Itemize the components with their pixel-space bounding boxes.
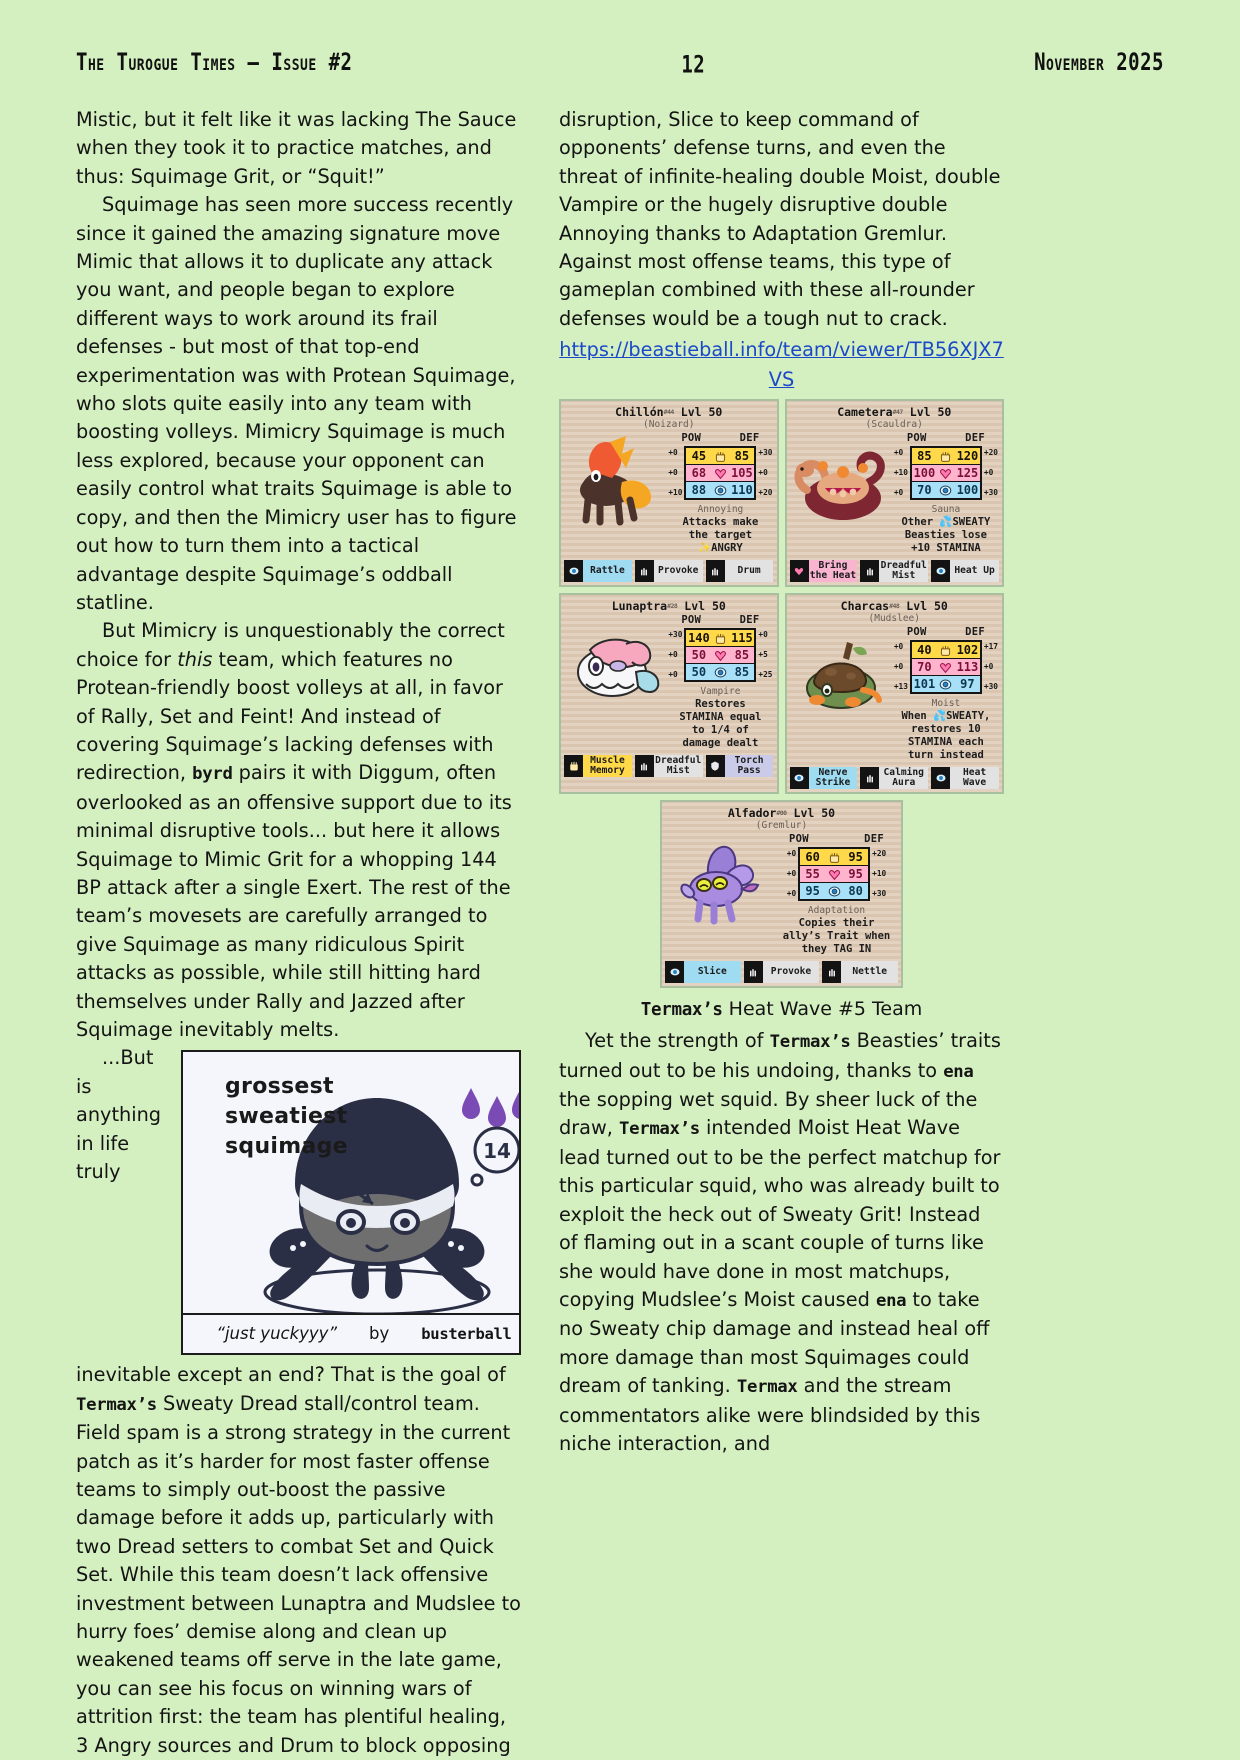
beastie-card[interactable] <box>660 800 903 988</box>
text-run: Yet the strength of <box>585 1029 770 1053</box>
stat-defense-value: 80 <box>843 883 868 899</box>
stat-power-value: 70 <box>912 659 937 675</box>
stat-defense-value: 85 <box>729 647 754 663</box>
stat-row-power <box>686 448 754 464</box>
move-list <box>787 764 1003 792</box>
beastie-name-text: Lunaptra <box>611 599 668 614</box>
paragraph-with-illustration <box>76 1044 521 1760</box>
stat-power-value: 100 <box>913 466 936 481</box>
stat-power-value: 45 <box>686 448 711 464</box>
beastie-sprite <box>565 432 666 528</box>
move-slot[interactable] <box>635 560 703 582</box>
move-slot[interactable] <box>931 560 999 582</box>
trait-name: Vampire <box>700 686 741 698</box>
beastie-dex-number: #47 <box>892 408 903 417</box>
stat-power-value: 50 <box>686 664 711 680</box>
stat-defense-value: 105 <box>731 466 753 481</box>
hand-icon <box>706 560 725 582</box>
trait-name: Adaptation <box>807 905 866 917</box>
trait-description: Attacks make the target ✨ANGRY <box>682 516 759 555</box>
stat-block <box>910 446 982 500</box>
eye-icon <box>937 676 955 692</box>
beastie-name <box>791 406 999 419</box>
mod-left: +0 <box>668 468 678 478</box>
left-modifiers <box>894 639 908 695</box>
move-slot[interactable] <box>665 961 741 983</box>
def-header: DEF <box>739 432 760 445</box>
stat-row-heart <box>686 465 754 481</box>
mod-left: +0 <box>786 889 797 899</box>
stat-power-value: 101 <box>913 677 936 692</box>
beastie-sprite <box>565 614 666 710</box>
stat-power-value: 40 <box>912 642 937 658</box>
stat-row-heart <box>686 647 754 663</box>
card-row <box>559 399 1004 587</box>
mod-left: +10 <box>893 468 908 478</box>
move-label: Bring the Heat <box>809 559 857 582</box>
stat-power-value: 140 <box>688 631 710 646</box>
mod-right: +30 <box>872 889 887 899</box>
stat-row-power <box>912 642 980 658</box>
beastie-sprite <box>666 833 774 929</box>
team-caption <box>559 996 1004 1023</box>
right-modifiers <box>758 445 772 501</box>
beastie-level: Lvl 50 <box>680 405 723 420</box>
move-label: Dreadful Mist <box>880 559 927 582</box>
charcas-sprite <box>791 628 891 720</box>
illo-line-3: squimage <box>225 1134 348 1160</box>
text-run: to take no Sweaty chip damage and instead heal off more damage than most Squimages could dream of tanking. <box>559 1287 990 1398</box>
masthead-title: The Turogue Times — Issue #2 <box>76 48 353 76</box>
move-slot[interactable] <box>635 755 703 777</box>
beastie-dex-number: #44 <box>663 408 674 417</box>
mod-left: +0 <box>668 670 678 680</box>
move-slot[interactable] <box>790 560 858 582</box>
stat-defense-value: 97 <box>955 676 980 692</box>
move-label: Nettle <box>841 961 898 983</box>
move-slot[interactable] <box>822 961 898 983</box>
stat-defense-value: 125 <box>956 466 979 481</box>
trait-name: Annoying <box>697 504 744 516</box>
team-caption-rest: Heat Wave #5 Team <box>722 998 923 1021</box>
eye-icon <box>825 883 843 899</box>
pow-header: POW <box>681 432 702 445</box>
move-label: Heat Up <box>950 560 999 582</box>
stat-power-value: 50 <box>686 647 711 663</box>
alfador-sprite <box>670 835 770 927</box>
beastie-trait <box>776 905 897 956</box>
stat-row-eye <box>686 664 754 680</box>
squimage-illustration <box>181 1050 521 1355</box>
move-slot[interactable] <box>790 767 858 789</box>
player-name-ena: ena <box>943 1061 974 1082</box>
mod-right: +0 <box>758 468 768 478</box>
stat-power-value: 88 <box>686 482 711 498</box>
hand-icon <box>860 560 879 582</box>
stat-row-power <box>912 448 980 464</box>
page-header <box>76 48 1164 79</box>
beastie-name <box>791 600 999 613</box>
mod-right: +0 <box>983 468 994 478</box>
beastie-name <box>565 600 773 613</box>
heart-icon <box>825 866 843 882</box>
mod-left: +0 <box>786 869 797 879</box>
card-row <box>559 800 1004 988</box>
stat-row-eye <box>800 883 868 899</box>
player-name-byrd: byrd <box>192 764 233 785</box>
stat-defense-value: 115 <box>731 631 753 646</box>
left-modifiers <box>894 445 908 501</box>
credit-by: by <box>369 1324 390 1344</box>
player-name-termax: Termax’s <box>619 1119 700 1140</box>
stat-row-eye <box>686 482 754 498</box>
beastie-trait <box>668 686 772 750</box>
move-slot[interactable] <box>931 767 999 789</box>
power-icon <box>937 642 955 658</box>
eye-icon <box>665 961 684 983</box>
bubble-number: 14 <box>483 1139 511 1164</box>
beastie-trait <box>894 698 998 762</box>
stat-defense-value: 113 <box>956 660 979 675</box>
move-slot[interactable] <box>564 755 632 777</box>
mod-right: +30 <box>983 488 998 498</box>
beastie-card-grid <box>559 399 1004 988</box>
trait-description: Copies their ally’s Trait when they TAG IN <box>782 917 891 956</box>
pow-header: POW <box>789 833 809 846</box>
team-owner-name: Termax’s <box>640 1000 723 1021</box>
beastie-trait <box>894 504 998 555</box>
power-icon <box>825 849 843 865</box>
stat-row-eye <box>912 482 980 498</box>
mod-right: +0 <box>983 662 994 672</box>
stat-row-power <box>800 849 868 865</box>
move-label: Muscle Memory <box>583 755 632 777</box>
mod-right: +20 <box>983 448 998 458</box>
trait-name: Moist <box>931 698 961 710</box>
right-modifiers <box>758 627 772 683</box>
move-label: Slice <box>684 961 741 983</box>
heart-icon <box>937 465 955 481</box>
beastie-sprite <box>791 626 892 722</box>
beastie-card[interactable] <box>559 399 779 587</box>
beastie-trait <box>668 504 772 555</box>
masthead-date: November 2025 <box>1034 48 1164 76</box>
move-slot[interactable] <box>744 961 820 983</box>
pow-header: POW <box>906 432 927 445</box>
hand-icon <box>744 961 763 983</box>
mod-right: +17 <box>983 642 998 652</box>
left-modifiers <box>668 627 682 683</box>
move-label: Rattle <box>583 560 632 582</box>
mod-right: +20 <box>758 488 773 498</box>
stat-block <box>684 446 756 500</box>
move-list <box>561 752 777 780</box>
shield-icon <box>706 755 725 777</box>
power-icon <box>711 630 729 646</box>
power-icon <box>711 448 729 464</box>
player-name-termax: Termax’s <box>769 1032 851 1053</box>
stat-defense-value: 85 <box>729 664 754 680</box>
mod-right: +10 <box>872 869 887 879</box>
beastie-species: (Noizard) <box>643 419 695 431</box>
credit-quote: “just yuckyyy” <box>216 1324 337 1344</box>
stat-block <box>910 640 982 694</box>
hand-icon <box>635 755 654 777</box>
two-column-layout <box>76 106 1164 1760</box>
paragraph: Squimage has seen more success recently since it gained the amazing signature move Mimic that allows it to duplicate any attack you want, and people began to explore different ways to work around its frail defenses - but most of that top-end experimentation was with Protean Squimage, who slots quite easily into any team with boosting volleys. Mimicry Squimage is much less explored, because your opponent can easily control what traits Squimage is able to copy, and then the Mimicry user has to figure out how to turn them into a tactical advantage despite Squimage’s oddball statline. <box>76 193 517 614</box>
team-viewer-link[interactable]: https://beastieball.info/team/viewer/TB56XJX7VS <box>559 338 1004 392</box>
heart-icon <box>937 659 955 675</box>
lunaptra-sprite <box>566 616 666 708</box>
beastie-species: (Gremlur) <box>755 820 808 832</box>
mod-right: +0 <box>758 630 768 640</box>
mod-left: +13 <box>893 682 908 692</box>
stat-defense-value: 85 <box>729 448 754 464</box>
hand-icon <box>822 961 841 983</box>
move-slot[interactable] <box>860 560 928 582</box>
beastie-level: Lvl 50 <box>906 599 948 614</box>
text-run: But Mimicry is unquestionably the correct choice for <box>76 619 505 671</box>
trait-description: When 💦SWEATY, restores 10 STAMINA each turn instead <box>901 710 991 762</box>
stat-block <box>684 628 756 682</box>
text-run: Sweaty Dread stall/control team. Field spam is a strong strategy in the current patch as it’s harder for most faster offense teams to simply out-boost the passive damage before it adds up, particularly with two Dread setters to combat Set and Quick Set. While this team doesn’t lack offensive investment between Lunaptra and Mudslee to hurry foes’ demise along and clean up weakened teams off serve in the late game, you can see his focus on winning wars of attrition first: the team has plentiful healing, 3 Angry sources and Drum to block opposing <box>76 1391 521 1757</box>
stat-defense-value: 95 <box>843 849 868 865</box>
stat-defense-value: 102 <box>956 643 979 658</box>
beastie-name-text: Chillón <box>615 405 664 420</box>
illo-line-1: grossest <box>225 1074 334 1100</box>
stat-power-value: 95 <box>800 883 825 899</box>
illo-line-2: sweatiest <box>225 1104 348 1130</box>
illustration-caption-text <box>199 1072 348 1162</box>
move-slot[interactable] <box>564 560 632 582</box>
beastie-species: (Scauldra) <box>865 419 923 431</box>
illustration-credit <box>183 1313 519 1353</box>
left-modifiers <box>668 445 682 501</box>
power-icon <box>564 755 583 777</box>
beastie-dex-number: #00 <box>776 809 787 818</box>
stat-power-value: 68 <box>686 465 711 481</box>
trait-description: Other 💦SWEATY Beasties lose +10 STAMINA <box>901 516 991 555</box>
chillon-sprite <box>566 434 666 526</box>
stat-power-value: 60 <box>800 849 825 865</box>
def-header: DEF <box>864 833 884 846</box>
beastie-level: Lvl 50 <box>684 599 726 614</box>
stat-power-value: 85 <box>912 448 937 464</box>
stat-row-heart <box>800 866 868 882</box>
heart-icon <box>711 465 729 481</box>
text-run: ...But is anything in life truly inevitable except an end? That is the goal of <box>76 1046 506 1387</box>
paragraph: Mistic, but it felt like it was lacking The Sauce when they took it to practice matches, and thus: Squimage Grit, or “Squit!” <box>76 108 517 188</box>
mod-left: +0 <box>893 488 904 498</box>
cametera-sprite <box>791 434 891 526</box>
pow-header: POW <box>906 626 927 639</box>
text-run: Beasties’ traits turned out to be his undoing, thanks to <box>559 1029 1001 1082</box>
eye-icon <box>564 560 583 582</box>
stat-row-eye <box>912 676 980 692</box>
move-label: Drum <box>725 560 774 582</box>
stat-defense-value: 95 <box>843 866 868 882</box>
eye-icon <box>937 482 955 498</box>
text-run: the sopping wet squid. By sheer luck of the draw, <box>559 1088 978 1140</box>
player-name-ena: ena <box>875 1290 907 1311</box>
trait-name: Sauna <box>931 504 961 516</box>
def-header: DEF <box>739 614 760 627</box>
eye-icon <box>711 664 729 680</box>
left-modifiers <box>787 846 796 902</box>
credit-artist: busterball <box>421 1325 512 1344</box>
stat-defense-value: 110 <box>731 483 753 498</box>
def-header: DEF <box>965 626 985 639</box>
stat-defense-value: 120 <box>956 449 979 464</box>
card-row <box>559 593 1004 794</box>
mod-right: +5 <box>758 650 768 660</box>
move-list <box>662 958 901 986</box>
move-list <box>561 557 777 585</box>
text-run: team, which features no Protean-friendly boost volleys at all, in favor of Rally, Set and Feint! And instead of covering Squimage’s lacking defenses with redirection, <box>76 647 503 785</box>
beastie-sprite <box>791 432 892 528</box>
eye-icon <box>790 767 809 789</box>
beastie-dex-number: #48 <box>889 602 900 611</box>
eye-icon <box>931 767 950 789</box>
stat-defense-value: 100 <box>956 483 979 498</box>
eye-icon <box>711 482 729 498</box>
hand-icon <box>860 767 879 789</box>
move-list <box>787 557 1003 585</box>
heart-icon <box>790 560 809 582</box>
move-label: Dreadful Mist <box>655 754 702 777</box>
beastie-level: Lvl 50 <box>793 806 836 821</box>
text-run: intended Moist Heat Wave lead turned out to be the perfect matchup for this particular squid, who was already built to exploit the heck out of Sweaty Grit! Instead of flaming out in a scant couple of turns like she would have done in most matchups, copying Mudslee’s Moist caused <box>559 1116 1001 1311</box>
move-label: Provoke <box>763 961 820 983</box>
move-slot[interactable] <box>706 560 774 582</box>
beastie-name <box>666 807 897 820</box>
move-label: Heat Wave <box>950 767 999 789</box>
mod-right: +25 <box>758 670 773 680</box>
heart-icon <box>711 647 729 663</box>
mod-left: +10 <box>668 488 683 498</box>
text-run: pairs it with Diggum, often overlooked as an offensive support due to its minimal disruptive tools... but here it allows Squimage to Mimic Grit for a whopping 144 BP attack after a single Exert. The rest of the team’s movesets are carefully arranged to give Squimage as many ridiculous Spirit attacks as possible, while still hitting hard themselves under Rally and Jazzed after Squimage inevitably melts. <box>76 761 512 1041</box>
mod-left: +0 <box>893 662 904 672</box>
player-name-termax: Termax <box>736 1377 798 1398</box>
mod-left: +0 <box>786 849 797 859</box>
mod-right: +20 <box>872 849 887 859</box>
move-slot[interactable] <box>706 755 774 777</box>
stat-row-power <box>686 630 754 646</box>
power-icon <box>937 448 955 464</box>
move-slot[interactable] <box>860 767 928 789</box>
move-label: Calming Aura <box>879 767 928 789</box>
move-label: Nerve Strike <box>809 767 858 789</box>
mod-left: +0 <box>668 650 678 660</box>
move-label: Torch Pass <box>725 755 774 777</box>
paragraph <box>76 617 521 1044</box>
eye-icon <box>931 560 950 582</box>
stat-power-value: 70 <box>912 482 937 498</box>
def-header: DEF <box>965 432 985 445</box>
beastie-card[interactable] <box>559 593 779 794</box>
page-number: 12 <box>681 51 706 79</box>
hand-icon <box>635 560 654 582</box>
mod-left: +0 <box>893 448 904 458</box>
stat-row-heart <box>912 659 980 675</box>
mod-left: +30 <box>668 630 683 640</box>
right-modifiers <box>872 846 886 902</box>
mod-left: +0 <box>668 448 678 458</box>
beastie-level: Lvl 50 <box>909 405 952 420</box>
beastie-name-text: Charcas <box>840 599 890 614</box>
beastie-card[interactable] <box>785 399 1005 587</box>
beastie-card[interactable] <box>785 593 1005 794</box>
paragraph <box>559 1027 1004 1458</box>
right-column <box>559 106 1004 1458</box>
paragraph: disruption, Slice to keep command of opponents’ defense turns, and even the threat of infinite-healing double Moist, double Vampire or the hugely disruptive double Annoying thanks to Adaptation Gremlur. Against most offense teams, this type of gameplan combined with these all-rounder defenses would be a tough nut to crack. <box>559 108 1001 330</box>
pow-header: POW <box>681 614 702 627</box>
stat-row-heart <box>912 465 980 481</box>
beastie-species: (Mudslee) <box>868 613 920 625</box>
move-label: Provoke <box>654 560 703 582</box>
mod-left: +0 <box>893 642 904 652</box>
mod-right: +30 <box>758 448 773 458</box>
text-run: and the stream commentators alike were blindsided by this niche interaction, and <box>559 1374 981 1455</box>
left-column <box>76 106 521 1760</box>
beastie-name-text: Cametera <box>837 405 893 420</box>
stat-power-value: 55 <box>800 866 825 882</box>
stat-block <box>798 847 870 901</box>
right-modifiers <box>984 639 998 695</box>
beastie-name-text: Alfador <box>727 806 777 821</box>
beastie-dex-number: #28 <box>667 602 678 611</box>
beastie-name <box>565 406 773 419</box>
emphasis-this: this <box>177 647 213 671</box>
right-modifiers <box>984 445 998 501</box>
mod-right: +30 <box>983 682 998 692</box>
player-name-termax: Termax’s <box>76 1394 157 1415</box>
trait-description: Restores STAMINA equal to 1/4 of damage dealt <box>679 698 762 750</box>
